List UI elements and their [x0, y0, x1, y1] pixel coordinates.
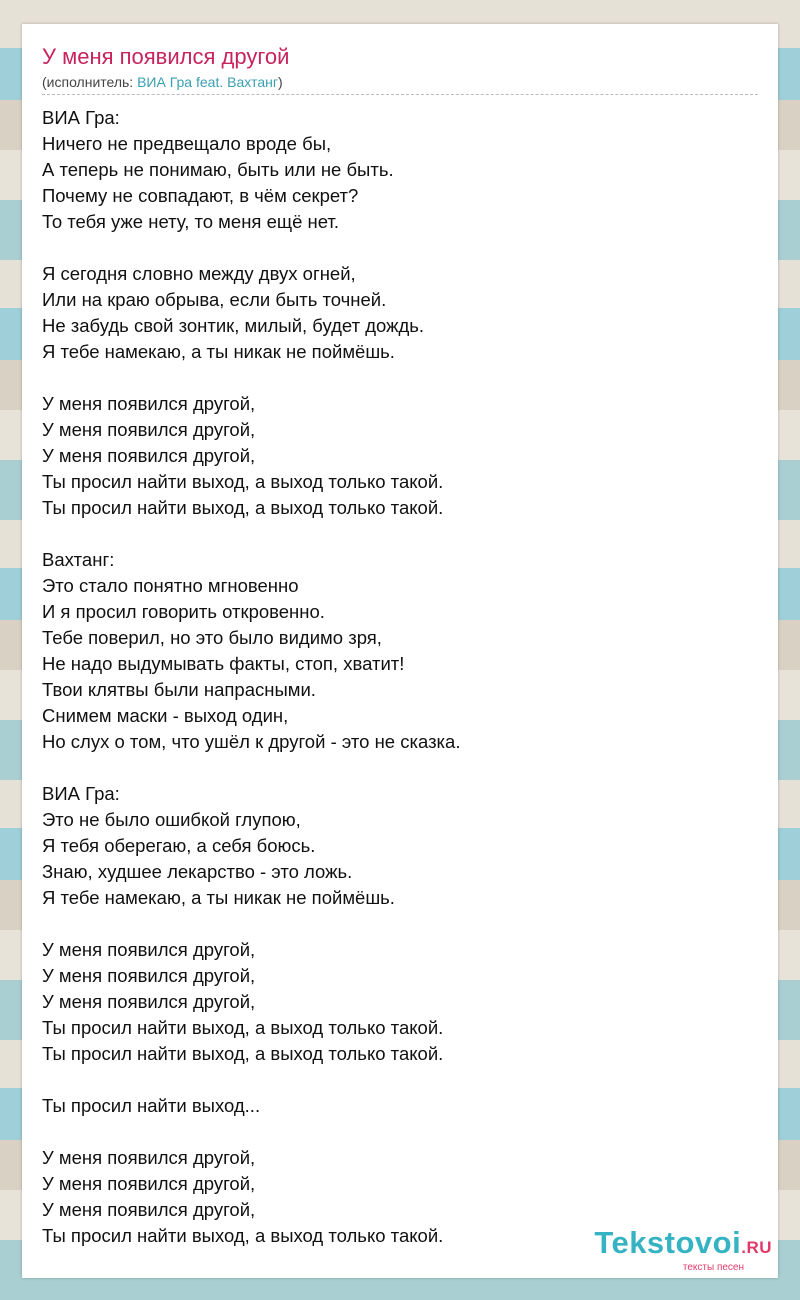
lyric-line: Ты просил найти выход, а выход только такой. [42, 1225, 444, 1246]
lyric-line: То тебя уже нету, то меня ещё нет. [42, 211, 339, 232]
lyrics-page [22, 24, 778, 1278]
artist-line [42, 74, 283, 90]
lyrics-stanza [42, 391, 758, 521]
lyric-line: Я тебя оберегаю, а себя боюсь. [42, 835, 316, 856]
logo-tagline: тексты песен [682, 1262, 744, 1273]
lyric-line: У меня появился другой, [42, 1199, 256, 1220]
lyric-line: Это не было ошибкой глупою, [42, 809, 301, 830]
lyric-line: Ты просил найти выход... [42, 1095, 261, 1116]
lyric-line: У меня появился другой, [42, 419, 256, 440]
logo-domain: .RU [741, 1238, 772, 1257]
lyrics-stanza [42, 547, 758, 755]
lyrics-text [42, 105, 758, 1275]
lyric-line: Ты просил найти выход, а выход только такой. [42, 497, 444, 518]
lyric-line: Вахтанг: [42, 549, 115, 570]
lyrics-stanza [42, 105, 758, 235]
lyric-line: Ты просил найти выход, а выход только такой. [42, 1043, 444, 1064]
lyrics-stanza [42, 781, 758, 911]
lyric-line: ВИА Гра: [42, 107, 120, 128]
artist-prefix: (исполнитель: [42, 74, 138, 90]
lyric-line: Ничего не предвещало вроде бы, [42, 133, 332, 154]
lyric-line: Я тебе намекаю, а ты никак не поймёшь. [42, 887, 395, 908]
lyric-line: И я просил говорить откровенно. [42, 601, 325, 622]
lyric-line: Ты просил найти выход, а выход только такой. [42, 1017, 444, 1038]
logo-name: Tekstovoi [594, 1225, 742, 1260]
lyric-line: ВИА Гра: [42, 783, 120, 804]
song-title: У меня появился другой [42, 44, 290, 69]
lyric-line: Ты просил найти выход, а выход только такой. [42, 471, 444, 492]
lyric-line: Или на краю обрыва, если быть точней. [42, 289, 387, 310]
lyrics-stanza [42, 937, 758, 1067]
lyric-line: У меня появился другой, [42, 445, 256, 466]
lyric-line: Но слух о том, что ушёл к другой - это не сказка. [42, 731, 461, 752]
site-logo[interactable] [594, 1225, 772, 1273]
lyrics-stanza [42, 261, 758, 365]
lyric-line: Я тебе намекаю, а ты никак не поймёшь. [42, 341, 395, 362]
lyric-line: Это стало понятно мгновенно [42, 575, 299, 596]
lyric-line: Почему не совпадают, в чём секрет? [42, 185, 359, 206]
lyric-line: Твои клятвы были напрасными. [42, 679, 316, 700]
lyric-line: У меня появился другой, [42, 965, 256, 986]
lyric-line: У меня появился другой, [42, 1173, 256, 1194]
lyric-line: Снимем маски - выход один, [42, 705, 289, 726]
artist-link[interactable]: ВИА Гра feat. Вахтанг [137, 74, 278, 90]
lyric-line: У меня появился другой, [42, 393, 256, 414]
lyric-line: Не забудь свой зонтик, милый, будет дождь. [42, 315, 425, 336]
title-divider [42, 94, 758, 95]
lyric-line: У меня появился другой, [42, 939, 256, 960]
logo-wordmark [594, 1225, 772, 1263]
artist-suffix: ) [277, 74, 283, 90]
lyric-line: Я сегодня словно между двух огней, [42, 263, 356, 284]
lyric-line: У меня появился другой, [42, 1147, 256, 1168]
lyric-line: Не надо выдумывать факты, стоп, хватит! [42, 653, 405, 674]
lyric-line: А теперь не понимаю, быть или не быть. [42, 159, 394, 180]
lyric-line: Знаю, худшее лекарство - это ложь. [42, 861, 353, 882]
lyric-line: У меня появился другой, [42, 991, 256, 1012]
lyrics-stanza [42, 1093, 758, 1119]
lyric-line: Тебе поверил, но это было видимо зря, [42, 627, 382, 648]
